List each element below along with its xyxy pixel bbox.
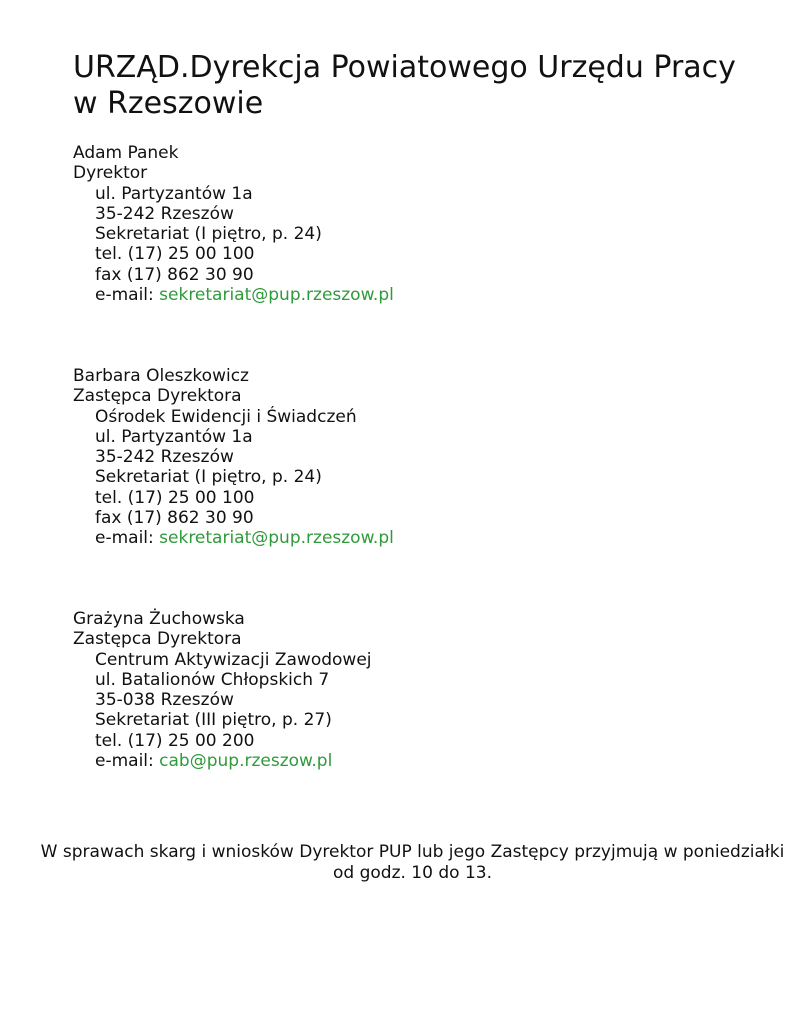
page-title: URZĄD.Dyrekcja Powiatowego Urzędu Pracy w Rzeszowie [73,50,736,121]
contact-city: 35-242 Rzeszów [95,447,234,468]
contact-street: ul. Partyzantów 1a [95,426,253,447]
contact-office: Sekretariat (III piętro, p. 27) [95,710,332,731]
contact-name: Barbara Oleszkowicz [73,366,249,386]
contact-name: Grażyna Żuchowska [73,609,245,629]
contact-office: Sekretariat (I piętro, p. 24) [95,224,322,245]
contact-office: Sekretariat (I piętro, p. 24) [95,467,322,488]
contact-unit: Ośrodek Ewidencji i Świadczeń [95,406,357,427]
contact-role: Dyrektor [73,163,148,184]
contact-city: 35-038 Rzeszów [95,690,234,711]
email-link[interactable]: sekretariat@pup.rzeszow.pl [159,528,394,549]
contact-phone: tel. (17) 25 00 100 [95,244,255,265]
contact-phone: tel. (17) 25 00 100 [95,487,255,508]
contact-fax: fax (17) 862 30 90 [95,264,254,285]
contact-role: Zastępca Dyrektora [73,629,242,650]
contact-role: Zastępca Dyrektora [73,386,242,407]
contact-card-director [73,143,394,305]
contact-city: 35-242 Rzeszów [95,203,234,224]
contact-name: Adam Panek [73,143,179,163]
email-link[interactable]: sekretariat@pup.rzeszow.pl [159,285,394,306]
contact-unit: Centrum Aktywizacji Zawodowej [95,649,372,670]
contact-email-row [73,285,394,305]
contact-phone: tel. (17) 25 00 200 [95,730,255,751]
contact-fax: fax (17) 862 30 90 [95,508,254,529]
contact-card-deputy-1 [73,366,394,549]
contact-card-deputy-2 [73,609,372,771]
contact-email-row [73,528,394,548]
contact-street: ul. Batalionów Chłopskich 7 [95,669,330,690]
contact-email-row [73,751,372,771]
email-label: e-mail: [95,285,160,306]
reception-hours-note: W sprawach skarg i wniosków Dyrektor PUP lub jego Zastępcy przyjmują w poniedziałki od godz. 10 do 13. [40,842,785,883]
contact-street: ul. Partyzantów 1a [95,183,253,204]
email-label: e-mail: [95,751,160,772]
email-link[interactable]: cab@pup.rzeszow.pl [159,751,333,772]
email-label: e-mail: [95,528,160,549]
